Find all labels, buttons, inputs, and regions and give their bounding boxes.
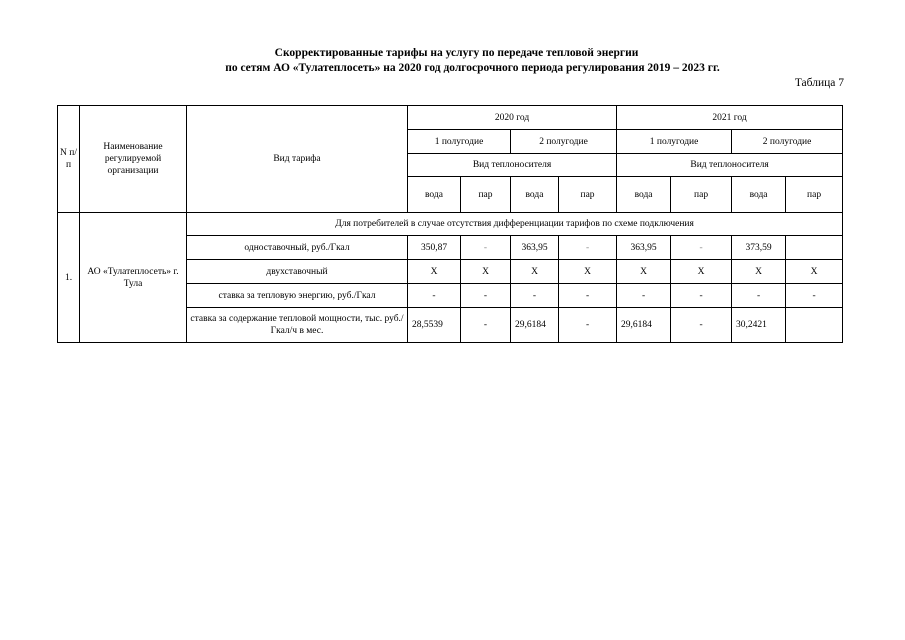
table-cell: -: [671, 236, 732, 260]
header-steam: пар: [671, 177, 732, 213]
table-cell: 363,95: [511, 236, 559, 260]
header-num: N п/п: [58, 106, 80, 213]
tariff-label-single-rate: одноставочный, руб./Гкал: [187, 236, 408, 260]
table-cell: [786, 236, 843, 260]
section-title: Для потребителей в случае отсутствия дифференциации тарифов по схеме подключения: [187, 213, 843, 236]
table-cell: 350,87: [408, 236, 461, 260]
tariff-label-two-rate: двухставочный: [187, 260, 408, 284]
table-cell: -: [786, 284, 843, 308]
header-2021-half-1: 1 полугодие: [617, 130, 732, 154]
header-2020-half-2: 2 полугодие: [511, 130, 617, 154]
table-cell: -: [559, 284, 617, 308]
table-cell: 373,59: [732, 236, 786, 260]
header-water: вода: [408, 177, 461, 213]
header-tariff-type: Вид тарифа: [187, 106, 408, 213]
header-2020-carrier: Вид теплоносителя: [408, 154, 617, 177]
header-steam: пар: [559, 177, 617, 213]
table-cell: X: [732, 260, 786, 284]
tariff-table: [57, 105, 843, 343]
header-steam: пар: [786, 177, 843, 213]
title-line-2: по сетям АО «Тулатеплосеть» на 2020 год долгосрочного периода регулирования 2019 – 2023 гг.: [225, 62, 720, 74]
table-cell: X: [786, 260, 843, 284]
table-cell: -: [461, 308, 511, 343]
title-line-1: Скорректированные тарифы на услугу по передаче тепловой энергии: [274, 47, 639, 59]
table-cell: -: [559, 236, 617, 260]
header-2020-half-1: 1 полугодие: [408, 130, 511, 154]
table-cell: X: [461, 260, 511, 284]
table-cell: -: [671, 308, 732, 343]
table-cell: 30,2421: [732, 308, 786, 343]
table-cell: -: [511, 284, 559, 308]
table-number: Таблица 7: [794, 77, 844, 89]
tariff-label-energy-rate: ставка за тепловую энергию, руб./Гкал: [187, 284, 408, 308]
table-cell: -: [461, 284, 511, 308]
table-cell: -: [461, 236, 511, 260]
table-cell: X: [617, 260, 671, 284]
row-number: 1.: [58, 213, 80, 343]
tariff-label-capacity-rate: ставка за содержание тепловой мощности, тыс. руб./Гкал/ч в мес.: [187, 308, 408, 343]
header-water: вода: [732, 177, 786, 213]
header-2021-half-2: 2 полугодие: [732, 130, 843, 154]
table-cell: X: [671, 260, 732, 284]
header-water: вода: [617, 177, 671, 213]
table-cell: -: [408, 284, 461, 308]
table-cell: X: [559, 260, 617, 284]
table-cell: X: [408, 260, 461, 284]
table-cell: -: [732, 284, 786, 308]
table-cell: [786, 308, 843, 343]
table-cell: 29,6184: [511, 308, 559, 343]
table-cell: -: [617, 284, 671, 308]
table-cell: -: [671, 284, 732, 308]
header-org: Наименование регулируемой организации: [80, 106, 187, 213]
table-cell: 29,6184: [617, 308, 671, 343]
header-2021-carrier: Вид теплоносителя: [617, 154, 843, 177]
header-year-2020: 2020 год: [408, 106, 617, 130]
header-water: вода: [511, 177, 559, 213]
organization-name: АО «Тулатеплосеть» г. Тула: [80, 213, 187, 343]
header-steam: пар: [461, 177, 511, 213]
table-cell: -: [559, 308, 617, 343]
table-cell: 363,95: [617, 236, 671, 260]
table-cell: X: [511, 260, 559, 284]
table-cell: 28,5539: [408, 308, 461, 343]
header-year-2021: 2021 год: [617, 106, 843, 130]
document-title: [0, 46, 905, 76]
